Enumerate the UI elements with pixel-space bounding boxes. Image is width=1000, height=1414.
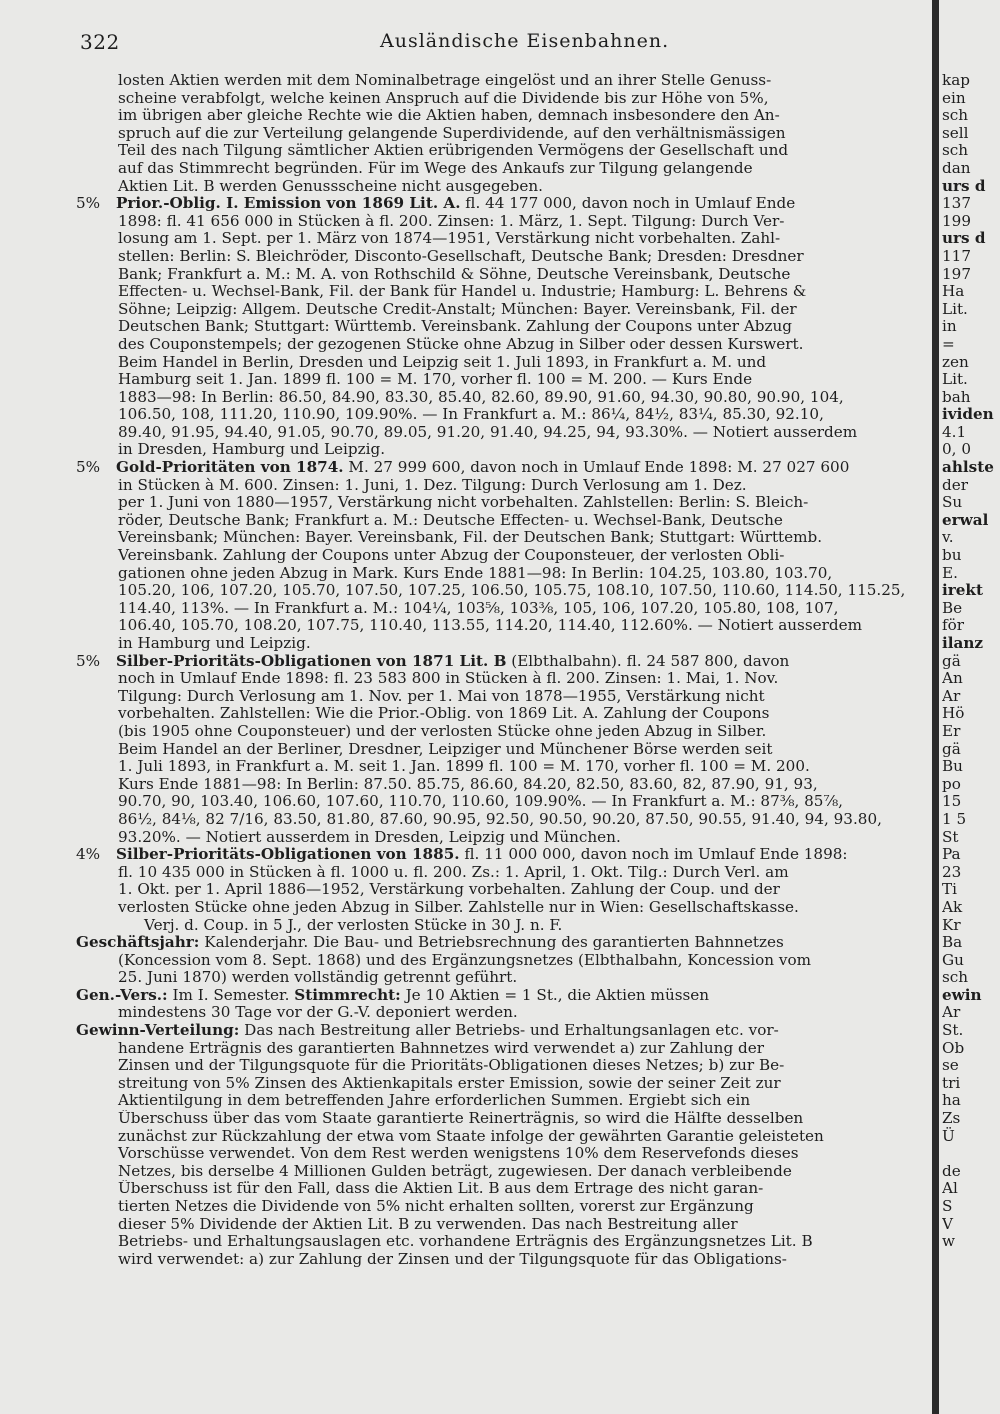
adjacent-line: ewin <box>942 985 982 1004</box>
line-text: scheine verabfolgt, welche keinen Anspruch auf die Dividende bis zur Höhe von 5%, <box>118 89 769 107</box>
text-line <box>76 969 926 987</box>
text-line <box>76 758 926 776</box>
adjacent-line: bah <box>942 387 971 406</box>
adjacent-line: Ob <box>942 1038 965 1057</box>
line-text: 106.50, 108, 111.20, 110.90, 109.90%. — In Frankfurt a. M.: 86¼, 84½, 83¼, 85.30, 92.10, <box>118 406 824 424</box>
text-line <box>76 477 926 495</box>
line-text: (Koncession vom 8. Sept. 1868) und des Ergänzungsnetzes (Elbthalbahn, Koncession vom <box>118 951 812 969</box>
text-line <box>76 230 926 248</box>
adjacent-line: urs d <box>942 176 986 195</box>
text-line <box>76 547 926 565</box>
adjacent-line: dan <box>942 158 971 177</box>
line-text: Das nach Bestreitung aller Betriebs- und Erhaltungsanlagen etc. vor- <box>239 1022 779 1040</box>
text-line <box>76 934 926 952</box>
text-line <box>76 248 926 266</box>
line-text: Betriebs- und Erhaltungsauslagen etc. vorhandene Erträgnis des Ergänzungsnetzes Lit. B <box>118 1233 813 1251</box>
adjacent-line: ividen <box>942 405 994 424</box>
adjacent-line: de <box>942 1161 961 1180</box>
line-text: Deutschen Bank; Stuttgart: Württemb. Vereinsbank. Zahlung der Coupons unter Abzug <box>118 318 793 336</box>
text-line <box>76 90 926 108</box>
adjacent-line: kap <box>942 72 970 89</box>
text-line <box>76 600 926 618</box>
adjacent-line: 0, 0 <box>942 440 971 459</box>
adjacent-line: gä <box>942 651 961 670</box>
text-line <box>76 705 926 723</box>
text-line <box>76 617 926 635</box>
text-line <box>76 811 926 829</box>
adjacent-line: sch <box>942 106 969 125</box>
adjacent-line: Bu <box>942 757 963 776</box>
line-text: 89.40, 91.95, 94.40, 91.05, 90.70, 89.05, 91.20, 91.40, 94.25, 94, 93.30%. — Notiert ausserdem <box>118 423 858 441</box>
adjacent-line: sch <box>942 141 969 160</box>
text-line <box>76 1075 926 1093</box>
text-line <box>76 1145 926 1163</box>
line-text: Effecten- u. Wechsel-Bank, Fil. der Bank für Handel u. Industrie; Hamburg: L. Behrens & <box>118 283 807 301</box>
section-heading: Prior.-Oblig. I. Emission von 1869 Lit. A. <box>116 195 461 213</box>
line-text: in Dresden, Hamburg und Leipzig. <box>118 441 386 459</box>
adjacent-line: 15 <box>942 792 962 811</box>
adjacent-line: E. <box>942 563 958 582</box>
adjacent-line: ahlste <box>942 458 994 477</box>
adjacent-line: der <box>942 475 968 494</box>
adjacent-line: Su <box>942 493 963 512</box>
rate-label: 4% <box>76 846 101 864</box>
adjacent-line: irekt <box>942 581 983 600</box>
text-line <box>76 1004 926 1022</box>
adjacent-line: Zs <box>942 1109 961 1128</box>
text-line <box>76 1128 926 1146</box>
line-text: Söhne; Leipzig: Allgem. Deutsche Credit-Anstalt; München: Bayer. Vereinsbank, Fil. der <box>118 300 797 318</box>
section-heading: Gewinn-Verteilung: <box>76 1022 240 1040</box>
adjacent-line: S <box>942 1197 953 1215</box>
line-text: auf das Stimmrecht begründen. Für im Wege des Ankaufs zur Tilgung gelangende <box>118 159 753 177</box>
adjacent-line: Er <box>942 721 961 740</box>
adjacent-line: erwal <box>942 510 989 529</box>
line-text: Vereinsbank; München: Bayer. Vereinsbank, Fil. der Deutschen Bank; Stuttgart: Württemb. <box>118 529 823 547</box>
line-text: Kurs Ende 1881—98: In Berlin: 87.50. 85.75, 86.60, 84.20, 82.50, 83.60, 82, 87.90, 91, 93, <box>118 775 818 793</box>
adjacent-line: Be <box>942 598 963 617</box>
line-text: Im I. Semester. <box>167 986 295 1004</box>
line-text: 106.40, 105.70, 108.20, 107.75, 110.40, 113.55, 114.20, 114.40, 112.60%. — Notiert ausserdem <box>118 617 862 635</box>
adjacent-line <box>942 1145 1000 1163</box>
line-text: 90.70, 90, 103.40, 106.60, 107.60, 110.70, 110.60, 109.90%. — In Frankfurt a. M.: 87⅜, 85⅞, <box>118 793 843 811</box>
text-line <box>76 160 926 178</box>
text-line <box>76 1216 926 1234</box>
text-line <box>76 565 926 583</box>
adjacent-line: Kr <box>942 915 961 934</box>
text-line <box>76 741 926 759</box>
line-text: fl. 10 435 000 in Stücken à fl. 1000 u. fl. 200. Zs.: 1. April, 1. Okt. Tilg.: Durch Verl. am <box>118 863 789 881</box>
text-line <box>76 441 926 459</box>
adjacent-line: Ar <box>942 686 961 705</box>
adjacent-line: Ti <box>942 880 957 899</box>
text-line <box>76 336 926 354</box>
text-line <box>76 512 926 530</box>
line-text: röder, Deutsche Bank; Frankfurt a. M.: Deutsche Effecten- u. Wechsel-Bank, Deutsche <box>118 511 783 529</box>
adjacent-line: St <box>942 827 959 846</box>
line-text: (Elbthalbahn). fl. 24 587 800, davon <box>506 652 790 670</box>
line-text: Aktien Lit. B werden Genussscheine nicht ausgegeben. <box>118 177 544 195</box>
line-text: mindestens 30 Tage vor der G.-V. deponiert werden. <box>118 1004 518 1022</box>
line-text: dieser 5% Dividende der Aktien Lit. B zu verwenden. Das nach Bestreitung aller <box>118 1215 738 1233</box>
page-header <box>80 30 930 56</box>
line-text: Verj. d. Coup. in 5 J., der verlosten Stücke in 30 J. n. F. <box>144 916 563 934</box>
line-text: Tilgung: Durch Verlosung am 1. Nov. per 1. Mai von 1878—1955, Verstärkung nicht <box>118 687 765 705</box>
line-text: handene Erträgnis des garantierten Bahnnetzes wird verwendet a) zur Zahlung der <box>118 1039 764 1057</box>
text-line <box>76 529 926 547</box>
line-text: stellen: Berlin: S. Bleichröder, Disconto-Gesellschaft, Deutsche Bank; Dresden: Dresdner <box>118 247 804 265</box>
line-text: 114.40, 113%. — In Frankfurt a. M.: 104¼, 103⅝, 103⅜, 105, 106, 107.20, 105.80, 108, 107, <box>118 599 839 617</box>
adjacent-line: ha <box>942 1091 961 1110</box>
line-text: vorbehalten. Zahlstellen: Wie die Prior.-Oblig. von 1869 Lit. A. Zahlung der Coupons <box>118 705 770 723</box>
text-line <box>76 1180 926 1198</box>
line-text: 105.20, 106, 107.20, 105.70, 107.50, 107.25, 106.50, 105.75, 108.10, 107.50, 110.60, 114.50, 115.25, <box>118 582 906 600</box>
text-line <box>76 582 926 600</box>
text-line <box>76 723 926 741</box>
line-text: im übrigen aber gleiche Rechte wie die Aktien haben, demnach insbesondere den An- <box>118 107 780 125</box>
line-text: noch in Umlauf Ende 1898: fl. 23 583 800 in Stücken à fl. 200. Zinsen: 1. Mai, 1. Nov. <box>118 670 779 688</box>
line-text: Vorschüsse verwendet. Von dem Rest werden wenigstens 10% dem Reservefonds dieses <box>118 1145 799 1163</box>
line-text: fl. 44 177 000, davon noch in Umlauf Ende <box>460 195 796 213</box>
section-heading: Stimmrecht: <box>294 986 401 1004</box>
section-heading: Gold-Prioritäten von 1874. <box>116 459 344 477</box>
text-line <box>76 459 926 477</box>
adjacent-line: Gu <box>942 950 964 969</box>
adjacent-line: urs d <box>942 229 986 248</box>
text-line <box>76 1110 926 1128</box>
line-text: Überschuss über das vom Staate garantierte Reinerträgnis, so wird die Hälfte desselben <box>118 1110 804 1128</box>
adjacent-line: 117 <box>942 246 971 265</box>
text-line <box>76 846 926 864</box>
text-line <box>76 494 926 512</box>
line-text: Je 10 Aktien = 1 St., die Aktien müssen <box>400 986 710 1004</box>
rate-label: 5% <box>76 195 101 213</box>
adjacent-line: sch <box>942 968 969 987</box>
adjacent-line: zen <box>942 352 969 371</box>
adjacent-line: 23 <box>942 862 962 881</box>
text-line <box>76 793 926 811</box>
line-text: Teil des nach Tilgung sämtlicher Aktien erübrigenden Vermögens der Gesellschaft und <box>118 142 789 160</box>
line-text: fl. 11 000 000, davon noch im Umlauf Ende 1898: <box>459 846 848 864</box>
adjacent-line: Ba <box>942 933 963 952</box>
adjacent-line: Lit. <box>942 299 968 318</box>
line-text: Beim Handel an der Berliner, Dresdner, Leipziger und Münchener Börse werden seit <box>118 740 773 758</box>
line-text: des Couponstempels; der gezogenen Stücke ohne Abzug in Silber oder dessen Kurswert. <box>118 335 804 353</box>
adjacent-line: tri <box>942 1073 961 1092</box>
line-text: verlosten Stücke ohne jeden Abzug in Silber. Zahlstelle nur in Wien: Gesellschaftskasse. <box>118 898 799 916</box>
line-text: losung am 1. Sept. per 1. März von 1874—1951, Verstärkung nicht vorbehalten. Zahl- <box>118 230 781 248</box>
line-text: Überschuss ist für den Fall, dass die Aktien Lit. B aus dem Ertrage des nicht garan- <box>118 1180 764 1198</box>
line-text: losten Aktien werden mit dem Nominalbetrage eingelöst und an ihrer Stelle Genuss- <box>118 72 772 89</box>
adjacent-line: se <box>942 1056 959 1075</box>
adjacent-line: sell <box>942 123 969 142</box>
section-heading: Silber-Prioritäts-Obligationen von 1871 Lit. B <box>116 652 507 670</box>
page-number: 322 <box>80 30 120 54</box>
line-text: tierten Netzes die Dividende von 5% nicht erhalten sollten, vorerst zur Ergänzung <box>118 1198 754 1215</box>
text-line <box>76 178 926 196</box>
text-line <box>76 195 926 213</box>
adjacent-line: 137 <box>942 194 971 213</box>
text-line <box>76 283 926 301</box>
line-text: gationen ohne jeden Abzug in Mark. Kurs Ende 1881—98: In Berlin: 104.25, 103.80, 103.70, <box>118 564 833 582</box>
adjacent-line: po <box>942 774 961 793</box>
adjacent-line: 199 <box>942 211 971 230</box>
line-text: Aktientilgung in dem betreffenden Jahre erforderlichen Summen. Ergiebt sich ein <box>118 1092 751 1110</box>
line-text: 1. Okt. per 1. April 1886—1952, Verstärkung vorbehalten. Zahlung der Coup. und der <box>118 881 780 899</box>
adjacent-line: w <box>942 1232 955 1251</box>
text-line <box>76 917 926 935</box>
line-text: streitung von 5% Zinsen des Aktienkapitals erster Emission, sowie der seiner Zeit zur <box>118 1074 781 1092</box>
text-line <box>76 72 926 90</box>
text-line <box>76 776 926 794</box>
text-line <box>76 987 926 1005</box>
adjacent-line: Pa <box>942 845 961 864</box>
adjacent-line: St. <box>942 1021 964 1040</box>
line-text: (bis 1905 ohne Couponsteuer) und der verlosten Stücke ohne jeden Abzug in Silber. <box>118 722 767 740</box>
rate-label: 5% <box>76 459 101 477</box>
text-line <box>76 424 926 442</box>
adjacent-line: Ü <box>942 1126 955 1145</box>
text-line <box>76 635 926 653</box>
adjacent-line: ilanz <box>942 634 984 652</box>
section-heading: Geschäftsjahr: <box>76 934 200 952</box>
line-text: in Stücken à M. 600. Zinsen: 1. Juni, 1. Dez. Tilgung: Durch Verlosung am 1. Dez. <box>118 476 747 494</box>
line-text: spruch auf die zur Verteilung gelangende Superdividende, auf den verhältnismässigen <box>118 124 786 142</box>
page-title: Ausländische Eisenbahnen. <box>380 30 670 52</box>
text-line <box>76 1022 926 1040</box>
adjacent-line: bu <box>942 546 962 565</box>
line-text: Vereinsbank. Zahlung der Coupons unter Abzug der Couponsteuer, der verlosten Obli- <box>118 547 785 565</box>
line-text: 93.20%. — Notiert ausserdem in Dresden, Leipzig und München. <box>118 828 621 846</box>
line-text: Netzes, bis derselbe 4 Millionen Gulden beträgt, zugewiesen. Der danach verbleibende <box>118 1162 792 1180</box>
adjacent-line: Lit. <box>942 370 968 389</box>
text-line <box>76 1163 926 1181</box>
adjacent-line: V <box>942 1214 953 1233</box>
text-line <box>76 829 926 847</box>
text-line <box>76 1057 926 1075</box>
adjacent-line: för <box>942 616 965 635</box>
adjacent-line: Ar <box>942 1003 961 1022</box>
text-line <box>76 864 926 882</box>
adjacent-line: gä <box>942 739 961 758</box>
line-text: 1. Juli 1893, in Frankfurt a. M. seit 1. Jan. 1899 fl. 100 = M. 170, vorher fl. 100 = M. 200. <box>118 758 810 776</box>
text-line <box>76 213 926 231</box>
line-text: M. 27 999 600, davon noch in Umlauf Ende 1898: M. 27 027 600 <box>343 459 850 477</box>
text-line <box>76 1251 926 1269</box>
line-text: Kalenderjahr. Die Bau- und Betriebsrechnung des garantierten Bahnnetzes <box>199 934 784 952</box>
text-line <box>76 406 926 424</box>
adjacent-line: ein <box>942 88 966 107</box>
text-line <box>76 1198 926 1216</box>
text-line <box>76 653 926 671</box>
text-line <box>76 952 926 970</box>
line-text: 86½, 84⅛, 82 7/16, 83.50, 81.80, 87.60, 90.95, 92.50, 90.50, 90.20, 87.50, 90.55, 91.40, 94, 93.80, <box>118 810 882 828</box>
text-line <box>76 1092 926 1110</box>
line-text: Hamburg seit 1. Jan. 1899 fl. 100 = M. 170, vorher fl. 100 = M. 200. — Kurs Ende <box>118 371 753 389</box>
line-text: Bank; Frankfurt a. M.: M. A. von Rothschild & Söhne, Deutsche Vereinsbank, Deutsche <box>118 265 791 283</box>
text-line <box>76 107 926 125</box>
text-line <box>76 301 926 319</box>
column-divider <box>932 0 939 1414</box>
text-line <box>76 266 926 284</box>
adjacent-line: 197 <box>942 264 971 283</box>
line-text: 1898: fl. 41 656 000 in Stücken à fl. 200. Zinsen: 1. März, 1. Sept. Tilgung: Durch Ver- <box>118 212 785 230</box>
adjacent-line: = <box>942 334 955 353</box>
line-text: wird verwendet: a) zur Zahlung der Zinsen und der Tilgungsquote für das Obligations- <box>118 1250 787 1268</box>
adjacent-line: 4.1 <box>942 422 967 441</box>
text-line <box>76 881 926 899</box>
adjacent-line: 1 5 <box>942 809 967 828</box>
rate-label: 5% <box>76 652 101 670</box>
section-heading: Silber-Prioritäts-Obligationen von 1885. <box>116 846 460 864</box>
line-text: zunächst zur Rückzahlung der etwa vom Staate infolge der gewährten Garantie geleisteten <box>118 1127 824 1145</box>
text-line <box>76 318 926 336</box>
line-text: 1883—98: In Berlin: 86.50, 84.90, 83.30, 85.40, 82.60, 89.90, 91.60, 94.30, 90.80, 90.90, 104, <box>118 388 844 406</box>
adjacent-line: Hö <box>942 704 965 723</box>
adjacent-page-column <box>942 72 1000 1251</box>
adjacent-line: v. <box>942 528 954 547</box>
text-line <box>76 899 926 917</box>
text-line <box>76 125 926 143</box>
text-line <box>76 1233 926 1251</box>
main-text-column <box>76 72 926 1268</box>
adjacent-line: Ha <box>942 282 965 301</box>
line-text: 25. Juni 1870) werden vollständig getrennt geführt. <box>118 969 518 987</box>
adjacent-line: Ak <box>942 897 963 916</box>
adjacent-line: Al <box>942 1179 958 1198</box>
line-text: per 1. Juni von 1880—1957, Verstärkung nicht vorbehalten. Zahlstellen: Berlin: S. Bleich- <box>118 494 809 512</box>
line-text: in Hamburg und Leipzig. <box>118 635 311 652</box>
text-line <box>76 389 926 407</box>
text-line <box>76 371 926 389</box>
line-text: Beim Handel in Berlin, Dresden und Leipzig seit 1. Juli 1893, in Frankfurt a. M. und <box>118 353 767 371</box>
adjacent-line: in <box>942 317 957 336</box>
line-text: Zinsen und der Tilgungsquote für die Prioritäts-Obligationen dieses Netzes; b) zur Be- <box>118 1057 785 1075</box>
text-line <box>76 688 926 706</box>
text-line <box>76 670 926 688</box>
adjacent-line: An <box>942 669 963 688</box>
text-line <box>76 354 926 372</box>
text-line <box>76 142 926 160</box>
text-line <box>76 1040 926 1058</box>
section-heading: Gen.-Vers.: <box>76 986 168 1004</box>
